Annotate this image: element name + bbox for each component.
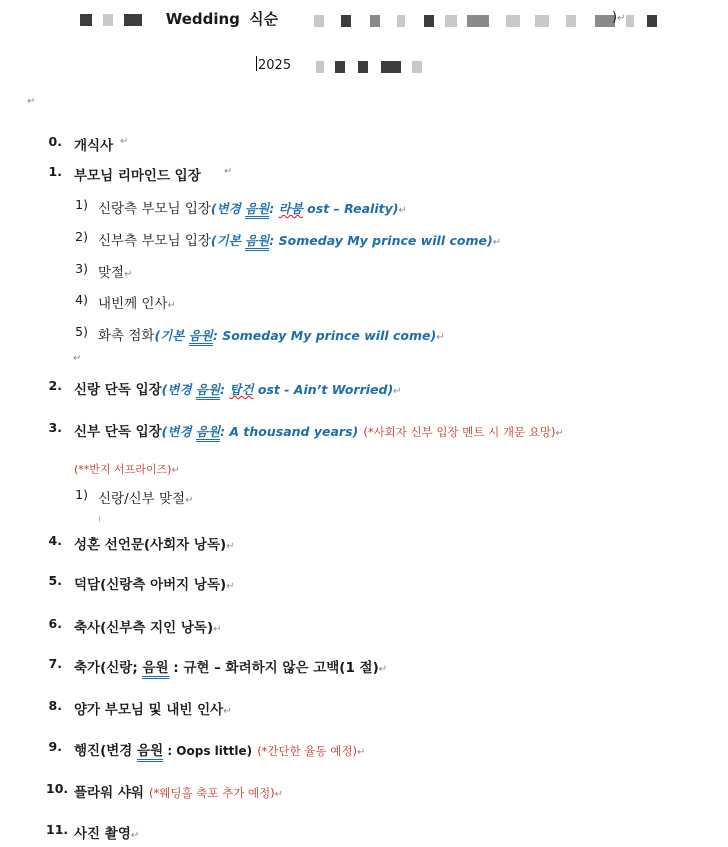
paragraph-mark: ↵ (73, 353, 82, 364)
title-korean: 식순 (249, 10, 279, 28)
item-label: 개식사 (74, 138, 114, 154)
cursor-tick (99, 516, 100, 522)
title-suffix: )↵ (612, 10, 626, 25)
date-line (256, 56, 291, 73)
text-cursor (256, 56, 257, 71)
document-title (80, 8, 278, 29)
item-number: 0. (48, 134, 62, 149)
redacted-block (80, 14, 92, 26)
red-note-ring: (**반지 서프라이즈)↵ (74, 463, 180, 476)
item-label: 부모님 리마인드 입장 (74, 168, 201, 184)
redacted-block (124, 14, 142, 26)
red-note: (*사회자 신부 입장 멘트 시 개문 요망) (363, 425, 556, 439)
redacted-block (103, 14, 113, 26)
date-year: 2025 (258, 58, 292, 73)
paragraph-mark: ↵ (27, 96, 36, 107)
redacted-title-tail (314, 10, 657, 29)
title-wedding: Wedding (165, 10, 240, 28)
item-number: 1. (48, 164, 62, 179)
redacted-date (316, 56, 422, 75)
